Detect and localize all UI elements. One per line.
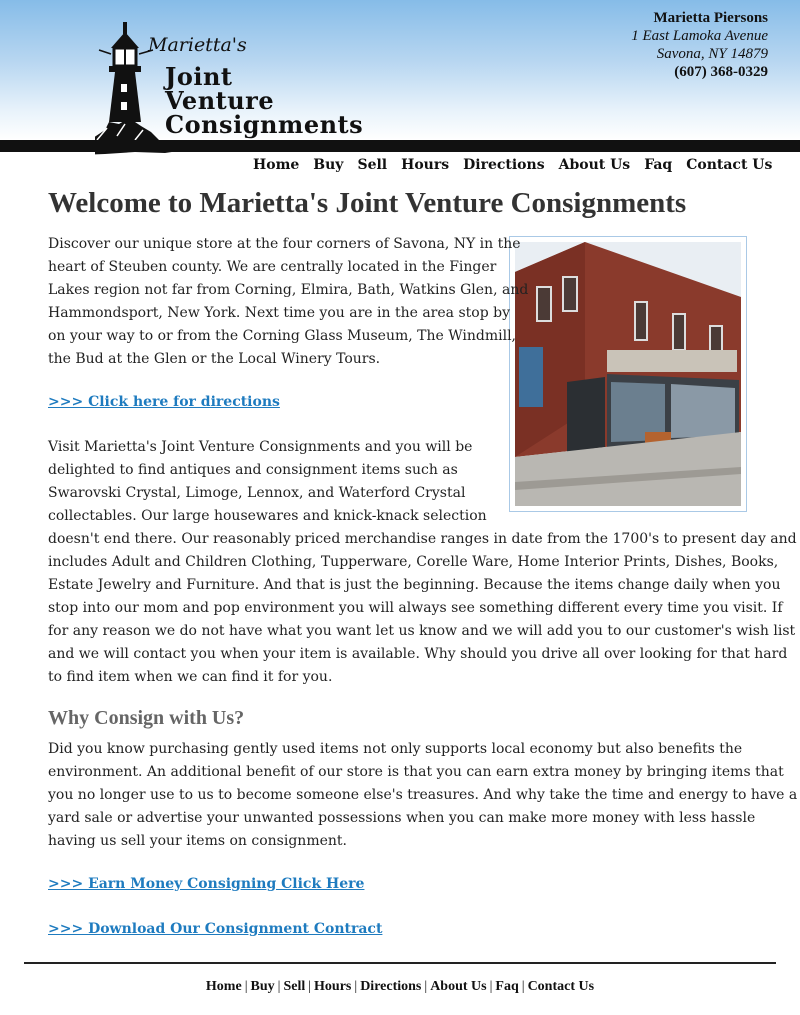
consign-line: Did you know purchasing gently used items not only supports local economy but also benefits the — [48, 741, 743, 757]
visit-line: collectables. Our large housewares and knick-knack selection — [48, 508, 487, 524]
visit-line: includes Adult and Children Clothing, Tupperware, Corelle Ware, Home Interior Prints, Dishes, Books, — [48, 554, 779, 570]
intro-line: heart of Steuben county. We are centrally located in the Finger — [48, 259, 497, 275]
consign-line: yard sale or advertise your unwanted possessions when you can make more money with less hassle — [48, 810, 756, 826]
logo-line-3: Consignments — [165, 110, 364, 139]
main-nav — [253, 157, 772, 173]
storefront-image — [515, 242, 741, 506]
logo-line-2: Venture — [165, 86, 275, 115]
consign-line: environment. An additional benefit of our store is that you can earn extra money by bringing items that — [48, 764, 784, 780]
nav-sell[interactable]: Sell — [357, 157, 388, 173]
nav-faq[interactable]: Faq — [644, 157, 673, 173]
store-photo — [509, 236, 747, 512]
contact-street: 1 East Lamoka Avenue — [631, 28, 768, 44]
consignment-contract-link[interactable]: >>> Download Our Consignment Contract — [48, 921, 383, 937]
consign-line: having us sell your items on consignment. — [48, 833, 347, 849]
visit-line: and we will contact you when your item is available. Why should you drive all over looking for that hard — [48, 646, 788, 662]
header-banner — [0, 0, 800, 140]
visit-line: Estate Jewelry and Furniture. And that is just the beginning. Because the items change daily when you — [48, 577, 781, 593]
nav-contact-us[interactable]: Contact Us — [686, 157, 773, 173]
visit-line: stop into our mom and pop environment you will always see something different every time you visit. If — [48, 600, 783, 616]
visit-line: Visit Marietta's Joint Venture Consignments and you will be — [48, 439, 473, 455]
intro-line: Hammondsport, New York. Next time you are in the area stop by — [48, 305, 510, 321]
nav-directions[interactable]: Directions — [463, 157, 545, 173]
intro-line: Lakes region not far from Corning, Elmira, Bath, Watkins Glen, and — [48, 282, 529, 298]
consign-heading: Why Consign with Us? — [48, 707, 245, 729]
logo-script-text: Marietta's — [148, 34, 247, 56]
footer-buy[interactable]: Buy — [250, 979, 275, 994]
footer-faq[interactable]: Faq — [495, 979, 519, 994]
footer-separator: | — [354, 979, 358, 994]
footer-contact-us[interactable]: Contact Us — [527, 979, 595, 994]
intro-line: on your way to or from the Corning Glass Museum, The Windmill, — [48, 328, 517, 344]
footer-home[interactable]: Home — [205, 979, 242, 994]
footer-about-us[interactable]: About Us — [430, 979, 487, 994]
contact-phone: (607) 368-0329 — [674, 64, 768, 80]
header-divider-bar — [0, 140, 800, 152]
footer-nav — [0, 979, 800, 995]
footer-hours[interactable]: Hours — [314, 979, 352, 994]
earn-money-link[interactable]: >>> Earn Money Consigning Click Here — [48, 876, 365, 892]
footer-separator: | — [308, 979, 312, 994]
visit-line: for any reason we do not have what you want let us know and we will add you to our customer's wish list — [48, 623, 796, 639]
intro-line: the Bud at the Glen or the Local Winery Tours. — [48, 351, 381, 367]
store-contact — [631, 9, 768, 81]
contact-city: Savona, NY 14879 — [656, 46, 768, 62]
nav-about-us[interactable]: About Us — [558, 157, 631, 173]
footer-separator: | — [244, 979, 248, 994]
footer-directions[interactable]: Directions — [360, 979, 422, 994]
nav-home[interactable]: Home — [253, 157, 300, 173]
nav-hours[interactable]: Hours — [401, 157, 450, 173]
logo-line-1: Joint — [165, 62, 233, 91]
contact-name: Marietta Piersons — [653, 10, 768, 26]
visit-line: doesn't end there. Our reasonably priced merchandise ranges in date from the 1700's to present day and — [48, 531, 797, 547]
footer-separator: | — [424, 979, 428, 994]
intro-line: Discover our unique store at the four corners of Savona, NY in the — [48, 236, 521, 252]
footer-separator: | — [277, 979, 281, 994]
footer-separator: | — [521, 979, 525, 994]
footer-sell[interactable]: Sell — [283, 979, 306, 994]
visit-line: delighted to find antiques and consignment items such as — [48, 462, 458, 478]
footer-divider — [24, 962, 776, 964]
directions-link[interactable]: >>> Click here for directions — [48, 394, 280, 410]
consign-line: you no longer use to us to become someone else's treasures. And why take the time and energy to have a — [48, 787, 798, 803]
page-title: Welcome to Marietta's Joint Venture Consignments — [48, 187, 687, 219]
footer-separator: | — [489, 979, 493, 994]
visit-line: Swarovski Crystal, Limoge, Lennox, and Waterford Crystal — [48, 485, 466, 501]
visit-line: to find item when we can find it for you. — [48, 669, 333, 685]
nav-buy[interactable]: Buy — [313, 157, 344, 173]
